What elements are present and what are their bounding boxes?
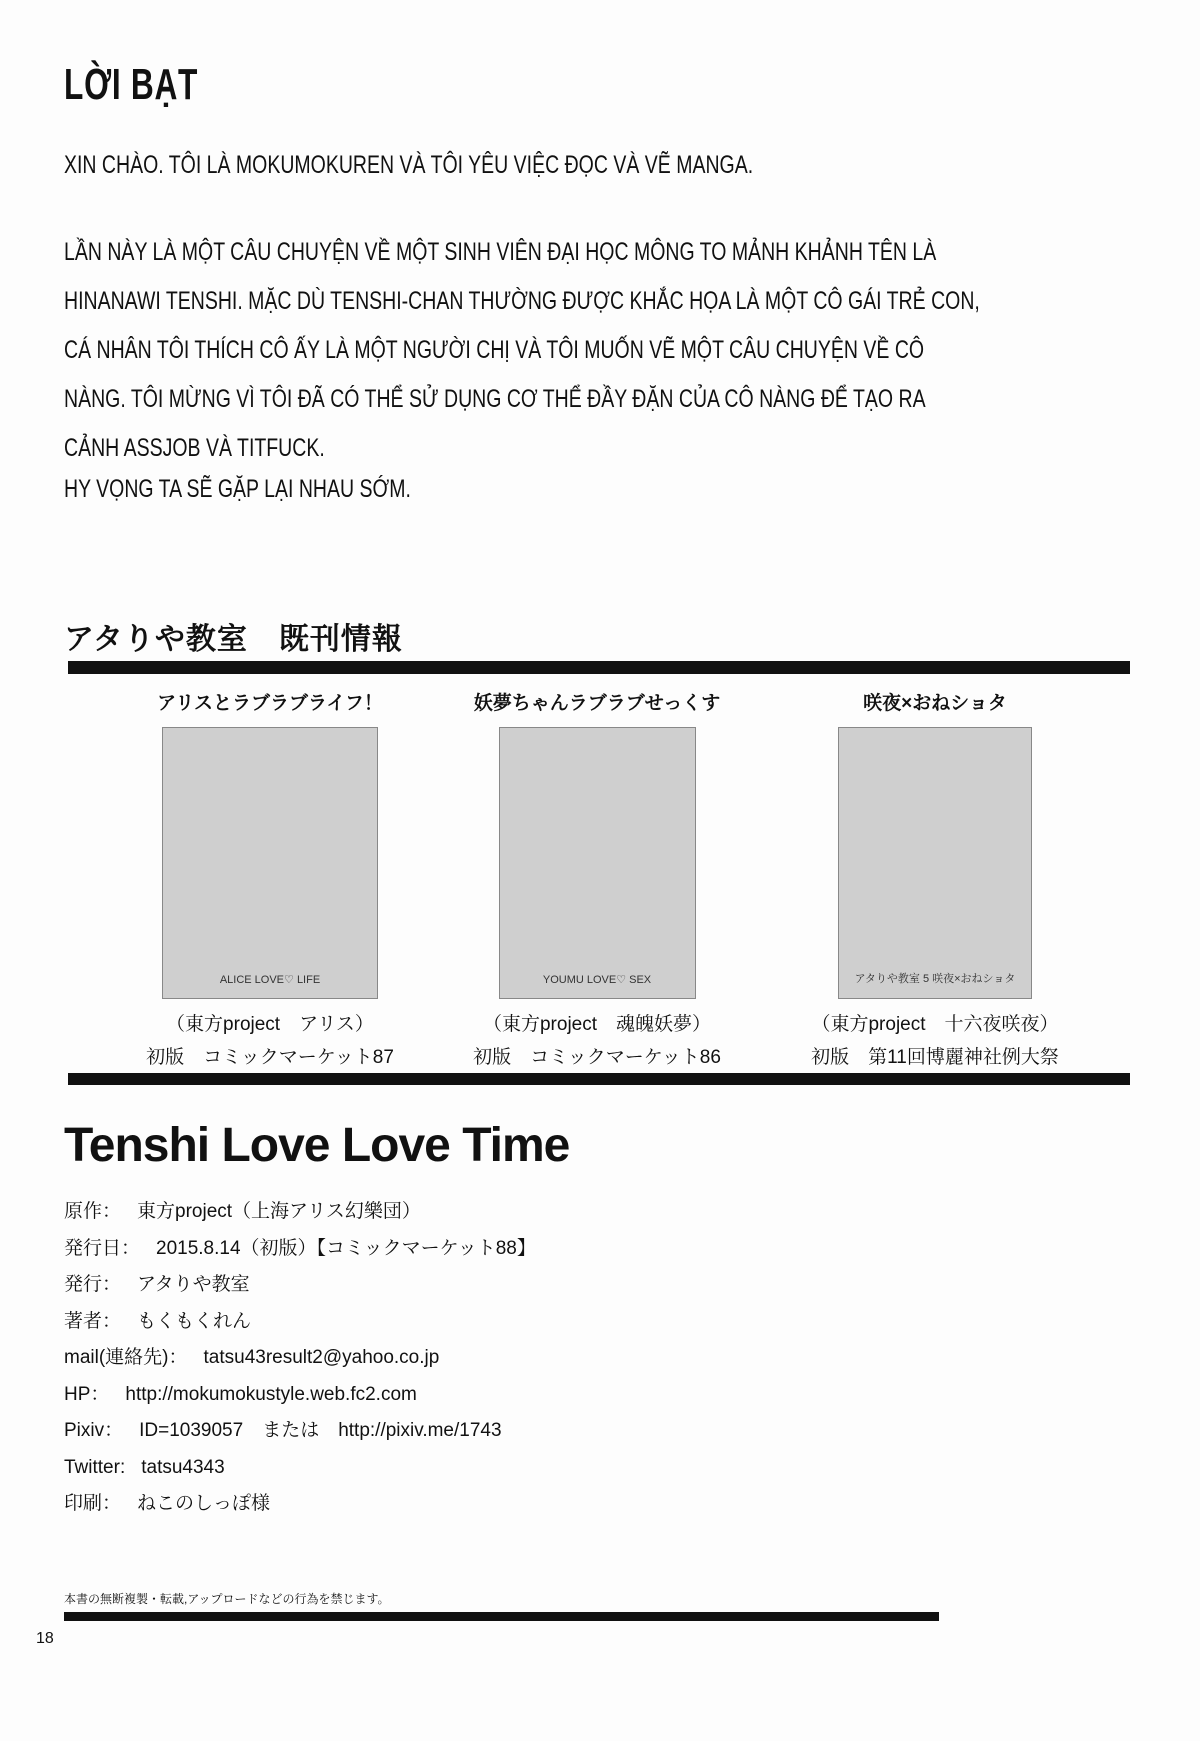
colophon-info bbox=[64, 1194, 552, 1523]
book-item bbox=[785, 688, 1085, 1069]
info-row bbox=[64, 1413, 552, 1450]
afterword-paragraph-3 bbox=[64, 465, 411, 514]
book-item bbox=[447, 688, 747, 1069]
info-row bbox=[64, 1304, 552, 1341]
info-row bbox=[64, 1377, 552, 1414]
book-cover-image bbox=[838, 727, 1032, 999]
info-value: http://mokumokustyle.web.fc2.com bbox=[125, 1383, 417, 1405]
info-label: Pixiv： bbox=[64, 1420, 124, 1441]
info-value: tatsu43result2@yahoo.co.jp bbox=[203, 1347, 440, 1368]
info-row bbox=[64, 1340, 552, 1377]
divider bbox=[64, 1612, 939, 1621]
afterword-paragraph-2 bbox=[64, 228, 980, 473]
info-label: 発行日： bbox=[64, 1237, 141, 1259]
copyright-notice: 本書の無断複製・転載,アップロードなどの行為を禁じます。 bbox=[64, 1592, 390, 1606]
page-number: 18 bbox=[36, 1630, 54, 1647]
text-line: CÁ NHÂN TÔI THÍCH CÔ ẤY LÀ MỘT NGƯỜI CHỊ VÀ TÔI MUỐN VẼ MỘT CÂU CHUYỆN VỀ CÔ bbox=[64, 336, 925, 364]
book-item bbox=[120, 688, 420, 1069]
info-value: 東方project（上海アリス幻樂団） bbox=[137, 1201, 421, 1222]
afterword-title: LỜI BẠT bbox=[64, 60, 199, 109]
info-value: 2015.8.14（初版）【コミックマーケット88】 bbox=[156, 1237, 536, 1259]
info-value: アタりや教室 bbox=[137, 1274, 250, 1295]
text-line: LẦN NÀY LÀ MỘT CÂU CHUYỆN VỀ MỘT SINH VIÊN ĐẠI HỌC MÔNG TO MẢNH KHẢNH TÊN LÀ bbox=[64, 238, 937, 266]
book-series: （東方project 魂魄妖夢） bbox=[482, 1014, 712, 1035]
info-label: 原作： bbox=[64, 1201, 122, 1222]
text-line: NÀNG. TÔI MỪNG VÌ TÔI ĐÃ CÓ THỂ SỬ DỤNG CƠ THỂ ĐẦY ĐẶN CỦA CÔ NÀNG ĐỂ TẠO RA bbox=[64, 385, 926, 413]
catalog-heading: アタりや教室 既刊情報 bbox=[64, 623, 403, 656]
info-value: もくもくれん bbox=[137, 1310, 252, 1332]
info-label: Twitter: bbox=[64, 1456, 126, 1478]
cover-text: YOUMU LOVE♡ SEX bbox=[542, 974, 652, 986]
info-label: HP： bbox=[64, 1383, 110, 1405]
book-series: （東方project アリス） bbox=[166, 1014, 374, 1035]
divider bbox=[68, 1073, 1130, 1085]
info-label: 著者： bbox=[64, 1310, 122, 1332]
afterword-paragraph-1 bbox=[64, 141, 753, 190]
divider bbox=[68, 661, 1130, 674]
text-line: CẢNH ASSJOB VÀ TITFUCK. bbox=[64, 434, 325, 462]
info-label: mail(連絡先)： bbox=[64, 1347, 188, 1368]
book-edition: 初版 コミックマーケット86 bbox=[473, 1047, 721, 1068]
book-title: 咲夜×おねショタ bbox=[863, 693, 1007, 714]
info-value: ねこのしっぽ様 bbox=[137, 1493, 271, 1514]
info-value: tatsu4343 bbox=[141, 1456, 225, 1478]
text-line: HY VỌNG TA SẼ GẶP LẠI NHAU SỚM. bbox=[64, 475, 411, 503]
info-label: 発行： bbox=[64, 1274, 122, 1295]
book-title: アリスとラブラブライフ！ bbox=[157, 693, 383, 714]
cover-text: アタりや教室 5 咲夜×おねショタ bbox=[854, 973, 1016, 985]
info-row bbox=[64, 1194, 552, 1231]
info-row bbox=[64, 1486, 552, 1523]
book-title-main: Tenshi Love Love Time bbox=[64, 1119, 570, 1172]
book-edition: 初版 コミックマーケット87 bbox=[146, 1047, 394, 1068]
cover-text: ALICE LOVE♡ LIFE bbox=[219, 974, 321, 986]
info-label: 印刷： bbox=[64, 1493, 122, 1514]
info-row bbox=[64, 1450, 552, 1487]
book-cover-image bbox=[162, 727, 378, 999]
text-line: XIN CHÀO. TÔI LÀ MOKUMOKUREN VÀ TÔI YÊU VIỆC ĐỌC VÀ VẼ MANGA. bbox=[64, 151, 754, 179]
info-value: ID=1039057 または http://pixiv.me/1743 bbox=[139, 1420, 502, 1441]
text-line: HINANAWI TENSHI. MẶC DÙ TENSHI-CHAN THƯỜNG ĐƯỢC KHẮC HỌA LÀ MỘT CÔ GÁI TRẺ CON, bbox=[64, 287, 980, 315]
book-series: （東方project 十六夜咲夜） bbox=[811, 1014, 1059, 1035]
book-cover-image bbox=[499, 727, 696, 999]
book-title: 妖夢ちゃんラブラブせっくす bbox=[473, 693, 721, 714]
info-row bbox=[64, 1267, 552, 1304]
info-row bbox=[64, 1231, 552, 1268]
book-edition: 初版 第11回博麗神社例大祭 bbox=[811, 1047, 1059, 1068]
